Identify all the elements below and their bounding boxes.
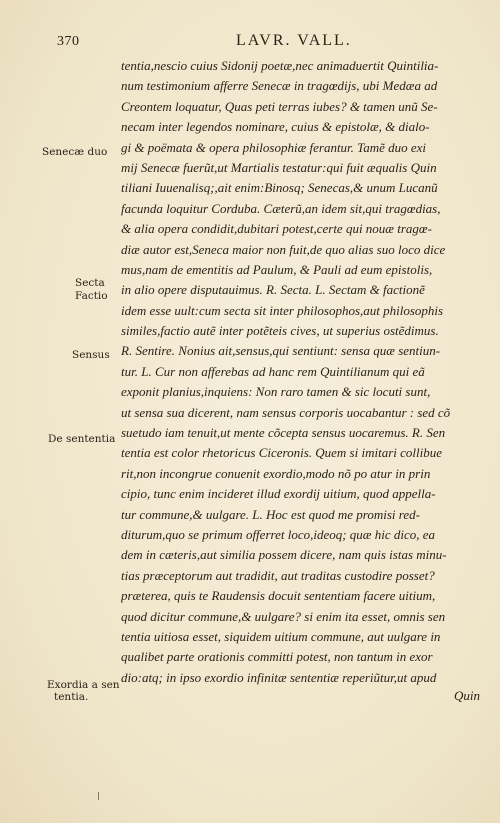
text-line: cipio, tunc enim incideret illud exordij uitium, quod appella- — [121, 486, 436, 502]
text-line: facunda loquitur Corduba. Cæterũ,an idem sit,qui tragœdias, — [121, 200, 441, 216]
text-line: suetudo iam tenuit,ut mente cõcepta sensus uocaremus. R. Sen — [121, 425, 446, 441]
margin-note-secta: Secta — [75, 277, 105, 289]
text-line: tur. L. Cur non afferebas ad hanc rem Quintilianum qui eã — [121, 363, 425, 379]
text-line: mij Senecæ fuerũt,ut Martialis testatur:qui fuit æqualis Quin — [121, 159, 437, 175]
page-number: 370 — [57, 34, 80, 49]
text-line: tentia uitiosa esset, siquidem uitium commune, aut uulgare in — [121, 628, 441, 644]
margin-note-exordia: Exordia a sen — [47, 679, 120, 691]
margin-note-de-sententia: De sententia — [48, 433, 116, 445]
text-line: præterea, quis te Raudensis docuit sententiam facere uitium, — [121, 588, 436, 604]
text-line: in alio opere disputauimus. R. Secta. L. Sectam & factionẽ — [121, 282, 425, 298]
text-line: dio:atq; in ipso exordio infinitæ sententiæ reperiũtur,ut apud — [121, 669, 437, 685]
text-line: dem in cæteris,aut similia possem dicere, nam quis istas minu- — [121, 547, 447, 563]
text-line: rit,non incongrue conuenit exordio,modo nõ po atur in prin — [121, 465, 431, 481]
text-line: tentia est color rhetoricus Ciceronis. Quem si imitari collibue — [121, 445, 443, 461]
text-line: similes,factio autẽ inter potẽteis cives, ut superius ostẽdimus. — [121, 323, 439, 339]
stray-mark — [98, 792, 99, 800]
text-line: diturum,quo se primum offerret loco,ideoq; quæ hic dico, ea — [121, 526, 436, 542]
text-line: quod dicitur commune,& uulgare? si enim ita esset, omnis sen — [121, 608, 446, 624]
margin-note-factio: Factio — [75, 290, 108, 302]
text-line: ut sensa sua dicerent, nam sensus corporis uocabantur : sed cõ — [121, 404, 451, 420]
text-line: mus,nam de ementitis ad Paulum, & Pauli ad eum epistolis, — [121, 261, 433, 277]
text-line: exponit planius,inquiens: Non raro tamen & sic locuti sunt, — [121, 384, 431, 400]
text-line: Creontem loquatur, Quas peti terras iubes? & tamen unũ Se- — [121, 98, 438, 114]
text-line: & alia opera condidit,dubitari potest,certe qui nouæ tragœ- — [121, 221, 432, 237]
catchword: Quin — [454, 688, 480, 703]
body-text — [121, 56, 493, 688]
margin-note-sensus: Sensus — [72, 349, 110, 361]
text-line: tias præceptorum aut tradidit, aut traditas custodire posset? — [121, 567, 435, 583]
text-line: qualibet parte orationis committi potest, non tantum in exor — [121, 649, 433, 665]
text-line: num testimonium afferre Senecæ in tragœdijs, ubi Medæa ad — [121, 78, 438, 94]
text-line: gi & poëmata & opera philosophiæ ferantur. Tamẽ duo exi — [121, 139, 427, 155]
text-line: tentia,nescio cuius Sidonij poetæ,nec animaduertit Quintilia- — [121, 58, 439, 73]
text-line: necam inter legendos nominare, cuius & epistolæ, & dialo- — [121, 119, 430, 135]
margin-note-seneca: Senecæ duo — [42, 146, 108, 158]
running-head: LAVR. VALL. — [236, 32, 352, 49]
text-line: diæ autor est,Seneca maior non fuit,de quo alias suo loco dice — [121, 241, 446, 257]
margin-note-tentia: tentia. — [54, 691, 89, 703]
page-header — [0, 30, 500, 52]
text-line: R. Sentire. Nonius ait,sensus,qui sentiunt: sensa quæ sentiun- — [121, 343, 441, 359]
text-line: idem esse uult:cum secta sit inter philosophos,aut philosophis — [121, 302, 444, 318]
text-line: tur commune,& uulgare. L. Hoc est quod me promisi red- — [121, 506, 420, 522]
text-line: tiliani Iuuenalisq;,ait enim:Binosq; Senecas,& unum Lucanũ — [121, 180, 438, 196]
